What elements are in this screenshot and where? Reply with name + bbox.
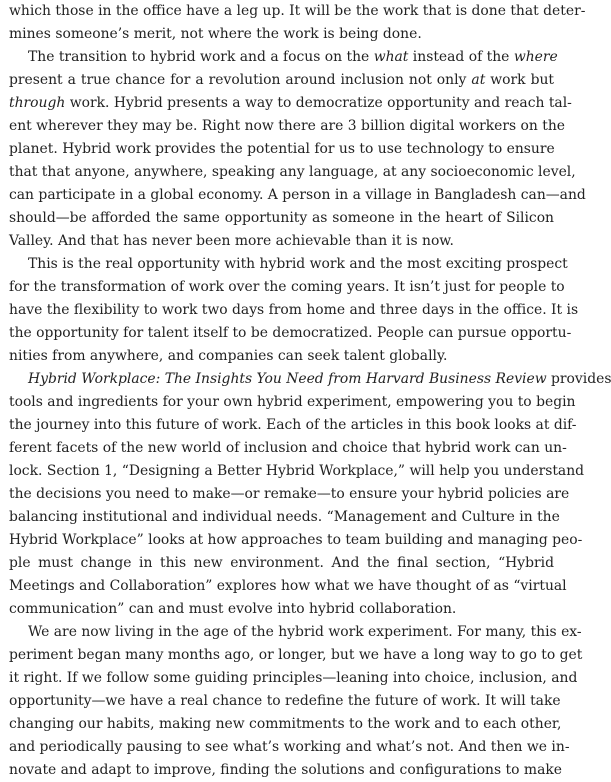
text-line <box>9 713 562 736</box>
text-line <box>9 690 561 713</box>
text-segment: can participate in a global economy. A person in a village in Bangladesh can—and <box>9 187 586 203</box>
text-line <box>9 460 585 483</box>
text-segment: for the transformation of work over the coming years. It isn’t just for people to <box>9 279 565 295</box>
text-line <box>9 115 566 138</box>
text-line <box>9 506 560 529</box>
text-segment: lock. Section 1, “Designing a Better Hybrid Workplace,” will help you understand <box>9 463 585 479</box>
text-segment: provides <box>546 371 611 387</box>
text-line <box>9 529 583 552</box>
text-segment: the journey into this future of work. Each of the articles in this book looks at dif- <box>9 417 577 433</box>
text-line <box>9 276 565 299</box>
text-line <box>9 0 586 23</box>
text-line <box>9 437 567 460</box>
text-line <box>9 667 578 690</box>
text-segment: ferent facets of the new world of inclusion and choice that hybrid work can un- <box>9 440 567 456</box>
text-segment: opportunity—we have a real chance to redefine the future of work. It will take <box>9 693 561 709</box>
text-segment: should—be afforded the same opportunity as someone in the heart of Silicon <box>9 210 554 226</box>
text-segment: This is the real opportunity with hybrid work and the most exciting prospect <box>28 256 568 272</box>
text-segment: communication” can and must evolve into hybrid collaboration. <box>9 601 457 617</box>
italic-text: what <box>373 49 409 65</box>
text-line <box>9 299 579 322</box>
text-line <box>9 322 572 345</box>
paragraph-first-line <box>28 621 582 644</box>
text-line <box>9 184 586 207</box>
text-line <box>9 391 576 414</box>
text-line <box>9 736 570 759</box>
italic-text: where <box>513 49 558 65</box>
paragraph-first-line <box>28 46 558 69</box>
text-segment: Meetings and Collaboration” explores how what we have thought of as “virtual <box>9 578 567 594</box>
text-line <box>9 92 572 115</box>
paragraph-first-line <box>28 253 568 276</box>
text-segment: Hybrid Workplace” looks at how approaches to team building and managing peo- <box>9 532 583 548</box>
text-segment: work but <box>485 72 554 88</box>
text-segment: have the flexibility to work two days from home and three days in the office. It is <box>9 302 579 318</box>
text-line <box>9 207 554 230</box>
text-segment: ent wherever they may be. Right now there are 3 billion digital workers on the <box>9 118 566 134</box>
text-segment: the opportunity for talent itself to be democratized. People can pursue opportu- <box>9 325 572 341</box>
text-line <box>9 138 554 161</box>
text-segment: instead of the <box>408 49 514 65</box>
text-line <box>9 575 567 598</box>
text-line <box>9 644 583 667</box>
text-segment: present a true chance for a revolution around inclusion not only <box>9 72 472 88</box>
text-line <box>9 414 577 437</box>
text-segment: the decisions you need to make—or remake—to ensure your hybrid policies are <box>9 486 570 502</box>
text-segment: mines someone’s merit, not where the work is being done. <box>9 26 422 42</box>
text-segment: it right. If we follow some guiding principles—leaning into choice, inclusion, and <box>9 670 578 686</box>
text-line <box>9 552 554 575</box>
text-line <box>9 483 570 506</box>
italic-text: through <box>9 95 66 111</box>
italic-text: at <box>471 72 486 88</box>
text-segment: tools and ingredients for your own hybrid experiment, empowering you to begin <box>9 394 576 410</box>
text-line <box>9 759 563 782</box>
text-segment: planet. Hybrid work provides the potential for us to use technology to ensure <box>9 141 555 157</box>
italic-text: Hybrid Workplace: The Insights You Need from Harvard Business Review <box>28 371 547 387</box>
paragraph-first-line <box>28 368 611 391</box>
text-segment: work. Hybrid presents a way to democratize opportunity and reach tal- <box>65 95 572 111</box>
text-line <box>9 230 554 253</box>
text-segment: Valley. And that has never been more achievable than it is now. <box>9 233 454 249</box>
text-segment: We are now living in the age of the hybrid work experiment. For many, this ex- <box>28 624 582 640</box>
text-segment: changing our habits, making new commitments to the work and to each other, <box>9 716 562 732</box>
text-segment: that that anyone, anywhere, speaking any language, at any socioeconomic level, <box>9 164 576 180</box>
text-line <box>9 345 554 368</box>
text-line <box>9 598 554 621</box>
text-segment: ple must change in this new environment. And the final section, “Hybrid <box>9 555 554 571</box>
text-segment: novate and adapt to improve, finding the solutions and configurations to make <box>9 762 563 778</box>
text-line <box>9 23 554 46</box>
text-segment: periment began many months ago, or longer, but we have a long way to go to get <box>9 647 583 663</box>
text-segment: and periodically pausing to see what’s working and what’s not. And then we in- <box>9 739 570 755</box>
text-segment: The transition to hybrid work and a focus on the <box>28 49 374 65</box>
text-line <box>9 161 576 184</box>
text-segment: balancing institutional and individual needs. “Management and Culture in the <box>9 509 560 525</box>
text-segment: which those in the office have a leg up. It will be the work that is done that deter- <box>9 3 586 19</box>
text-line <box>9 69 554 92</box>
text-segment: nities from anywhere, and companies can seek talent globally. <box>9 348 448 364</box>
